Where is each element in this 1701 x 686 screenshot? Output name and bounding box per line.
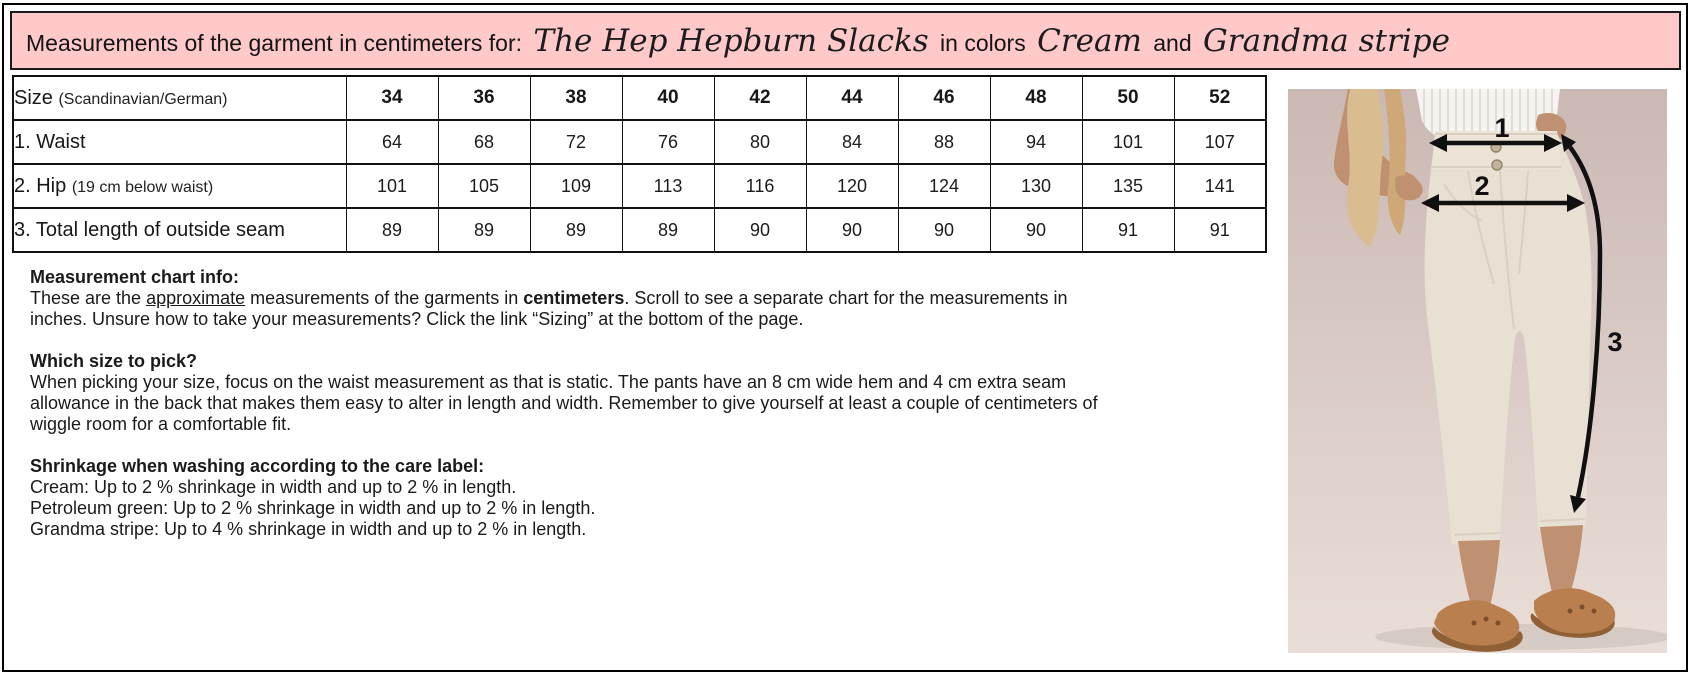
waist-value: 80 — [714, 120, 806, 164]
banner-color-cream: Cream — [1037, 22, 1142, 59]
hip-value: 101 — [346, 164, 438, 208]
section-title-which-size: Which size to pick? — [30, 351, 198, 371]
waist-value: 107 — [1174, 120, 1266, 164]
table-row-sizes — [13, 76, 1266, 120]
hip-value: 120 — [806, 164, 898, 208]
size-col-header: 36 — [438, 76, 530, 120]
hip-label: 2. Hip — [14, 174, 72, 197]
hip-value: 141 — [1174, 164, 1266, 208]
chart-info-text: These are the — [30, 288, 147, 308]
seam-value: 90 — [714, 208, 806, 252]
hip-value: 109 — [530, 164, 622, 208]
seam-value: 89 — [438, 208, 530, 252]
content-frame — [2, 3, 1688, 672]
centimeters-bold: centimeters — [523, 288, 625, 308]
table-row-waist — [13, 120, 1266, 164]
table-row-hip — [13, 164, 1266, 208]
hip-value: 124 — [898, 164, 990, 208]
size-col-header: 50 — [1082, 76, 1174, 120]
shrinkage-line-petroleum: Petroleum green: Up to 2 % shrinkage in width and up to 2 % in length. — [30, 498, 596, 518]
measurement-table — [12, 75, 1267, 253]
waist-value: 76 — [622, 120, 714, 164]
banner-color-grandma-stripe: Grandma stripe — [1203, 22, 1450, 59]
section-title-chart-info: Measurement chart info: — [30, 267, 240, 287]
seam-value: 90 — [990, 208, 1082, 252]
shrinkage-line-grandma: Grandma stripe: Up to 4 % shrinkage in width and up to 2 % in length. — [30, 519, 587, 539]
waist-value: 68 — [438, 120, 530, 164]
waist-value: 72 — [530, 120, 622, 164]
waist-button-bottom — [1492, 160, 1502, 170]
chart-info-text: . Scroll to see a separate chart for the measurements in inches. Unsure how to take your measurements? Click the link “Sizing” at the bottom of the page. — [30, 288, 1068, 329]
hip-value: 135 — [1082, 164, 1174, 208]
banner-text — [26, 23, 1455, 59]
seam-value: 89 — [530, 208, 622, 252]
size-col-header: 38 — [530, 76, 622, 120]
marker-3: 3 — [1607, 327, 1623, 357]
seam-value: 90 — [806, 208, 898, 252]
size-col-header: 48 — [990, 76, 1082, 120]
banner-product-name: The Hep Hepburn Slacks — [533, 22, 929, 59]
waist-value: 101 — [1082, 120, 1174, 164]
seam-value: 89 — [346, 208, 438, 252]
size-header-cell — [13, 76, 346, 120]
seam-value: 91 — [1082, 208, 1174, 252]
size-col-header: 52 — [1174, 76, 1266, 120]
hip-note: (19 cm below waist) — [71, 178, 214, 196]
hip-value: 105 — [438, 164, 530, 208]
title-banner — [10, 11, 1681, 70]
section-title-shrinkage: Shrinkage when washing according to the care label: — [30, 456, 485, 476]
banner-connector-colors: in colors — [933, 29, 1033, 56]
size-col-header: 46 — [898, 76, 990, 120]
hip-value: 116 — [714, 164, 806, 208]
waist-value: 94 — [990, 120, 1082, 164]
row-label-seam: 3. Total length of outside seam — [13, 208, 346, 252]
size-col-header: 44 — [806, 76, 898, 120]
hip-value: 130 — [990, 164, 1082, 208]
row-label-waist: 1. Waist — [13, 120, 346, 164]
marker-2: 2 — [1474, 171, 1490, 201]
waist-value: 84 — [806, 120, 898, 164]
waist-value: 88 — [898, 120, 990, 164]
approximate-underlined: approximate — [146, 288, 246, 308]
chart-info-paragraph — [30, 288, 1128, 330]
marker-1: 1 — [1494, 113, 1510, 143]
banner-connector-and: and — [1146, 29, 1199, 56]
which-size-paragraph: When picking your size, focus on the waist measurement as that is static. The pants have an 8 cm wide hem and 4 cm extra seam allowance in the back that makes them easy to alter in length and width. Remember to give yourself at least a couple of centimeters of wiggle room for a comfortable fit. — [30, 372, 1098, 434]
seam-value: 89 — [622, 208, 714, 252]
hip-value: 113 — [622, 164, 714, 208]
product-photo — [1288, 89, 1667, 653]
seam-value: 91 — [1174, 208, 1266, 252]
row-label-hip — [13, 164, 346, 208]
banner-prefix: Measurements of the garment in centimeters for: — [26, 29, 529, 56]
seam-value: 90 — [898, 208, 990, 252]
chart-info-text: measurements of the garments in — [245, 288, 524, 308]
shrinkage-line-cream: Cream: Up to 2 % shrinkage in width and up to 2 % in length. — [30, 477, 517, 497]
info-text-block — [30, 267, 1128, 540]
size-col-header: 42 — [714, 76, 806, 120]
size-label: Size — [14, 86, 59, 109]
waist-value: 64 — [346, 120, 438, 164]
table-row-seam — [13, 208, 1266, 252]
size-col-header: 34 — [346, 76, 438, 120]
size-col-header: 40 — [622, 76, 714, 120]
size-note: (Scandinavian/German) — [58, 90, 228, 108]
